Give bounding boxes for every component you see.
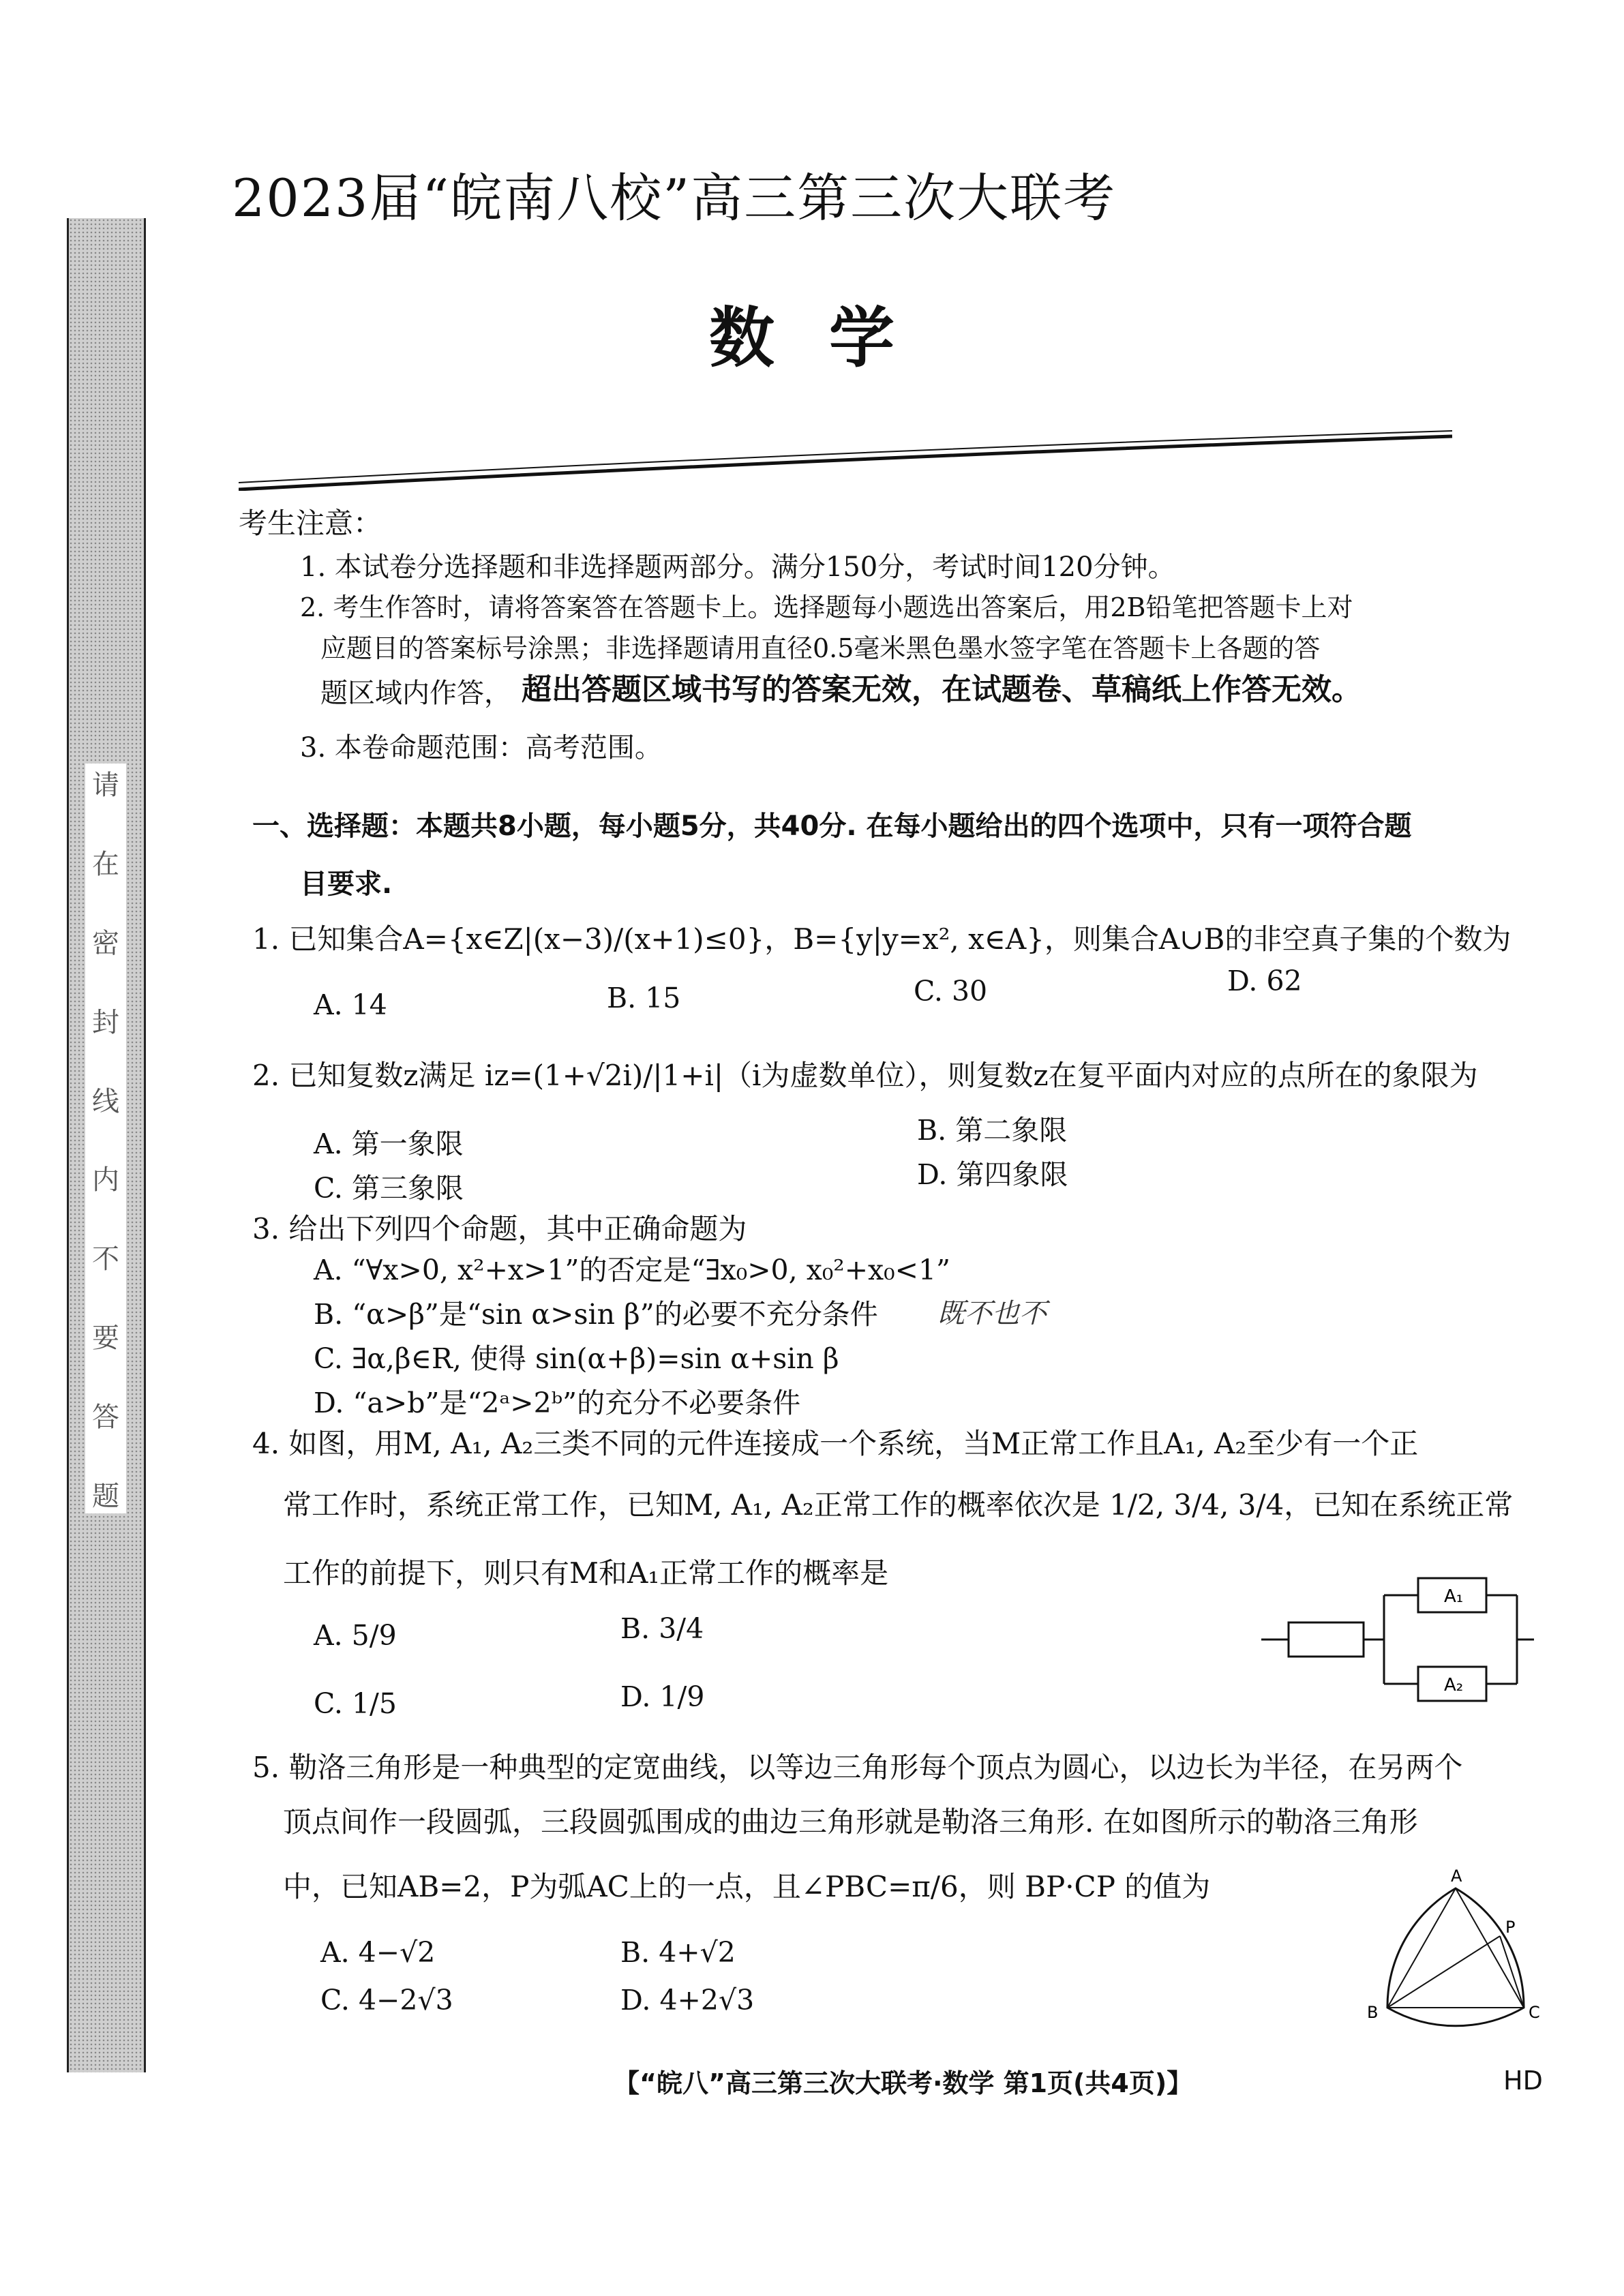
notice-item: 应题目的答案标号涂黑；非选择题请用直径0.5毫米黑色墨水签字笔在答题卡上各题的答 (320, 633, 1321, 663)
question-4-stem: 工作的前提下，则只有M和A₁正常工作的概率是 (283, 1556, 889, 1590)
q1-option-b: B. 15 (607, 982, 681, 1014)
seal-line-notice (85, 764, 126, 1513)
notice-item: 1. 本试卷分选择题和非选择题两部分。满分150分，考试时间120分钟。 (300, 552, 1175, 583)
notice-item: 题区域内作答， (320, 678, 511, 709)
q1-option-a: A. 14 (314, 988, 387, 1021)
section-heading: 一、选择题：本题共8小题，每小题5分，共40分. 在每小题给出的四个选项中，只有一项符合题 (252, 811, 1412, 842)
paper-code: HD (1503, 2066, 1543, 2096)
q4-option-a: A. 5/9 (314, 1619, 397, 1652)
q2-option-c: C. 第三象限 (314, 1172, 464, 1205)
seal-char: 线 (92, 1085, 119, 1117)
q4-option-d: D. 1/9 (620, 1680, 705, 1713)
seal-char: 答 (92, 1402, 119, 1433)
question-3-stem: 3. 给出下列四个命题，其中正确命题为 (252, 1212, 747, 1245)
exam-title: 2023届“皖南八校”高三第三次大联考 (232, 168, 1117, 228)
reuleaux-triangle-figure (1364, 1854, 1582, 2031)
point-a-label: A (1451, 1867, 1462, 1886)
q3-option-a: A. “∀x>0, x²+x>1”的否定是“∃x₀>0, x₀²+x₀<1” (314, 1254, 951, 1286)
seal-char: 密 (92, 927, 119, 959)
section-heading-cont: 目要求. (300, 868, 393, 900)
seal-char: 请 (92, 770, 119, 801)
q2-option-a: A. 第一象限 (314, 1128, 464, 1160)
q1-option-d: D. 62 (1227, 965, 1302, 997)
question-1-stem: 1. 已知集合A={x∈Z|(x−3)/(x+1)≤0}，B={y|y=x², x∈A}，则集合A∪B的非空真子集的个数为 (252, 922, 1512, 956)
q4-option-c: C. 1/5 (314, 1687, 397, 1720)
q1-option-c: C. 30 (914, 975, 988, 1008)
q5-option-c: C. 4−2√3 (320, 1984, 453, 2016)
page-footer: 【“皖八”高三第三次大联考·数学 第1页(共4页)】 (614, 2068, 1193, 2098)
point-b-label: B (1367, 2003, 1379, 2022)
q3-option-d: D. “a>b”是“2ᵃ>2ᵇ”的充分不必要条件 (314, 1387, 801, 1419)
seal-char: 在 (92, 848, 119, 880)
question-4-stem: 4. 如图，用M, A₁, A₂三类不同的元件连接成一个系统，当M正常工作且A₁, A₂至少有一个正 (252, 1427, 1419, 1460)
notice-emphasis: 超出答题区域书写的答案无效，在试题卷、草稿纸上作答无效。 (522, 672, 1362, 707)
q2-option-d: D. 第四象限 (917, 1158, 1068, 1191)
question-4-stem: 常工作时，系统正常工作，已知M, A₁, A₂正常工作的概率依次是 1/2, 3/4, 3/4，已知在系统正常 (283, 1488, 1514, 1522)
seal-char: 要 (92, 1323, 119, 1355)
component-m (1289, 1622, 1364, 1657)
header-divider (239, 429, 1466, 491)
question-5-stem: 顶点间作一段圆弧，三段圆弧围成的曲边三角形就是勒洛三角形. 在如图所示的勒洛三角形 (283, 1805, 1418, 1839)
question-5-stem: 5. 勒洛三角形是一种典型的定宽曲线，以等边三角形每个顶点为圆心，以边长为半径，在另两个 (252, 1751, 1463, 1784)
subject-title: 数学 (709, 300, 949, 376)
q5-option-d: D. 4+2√3 (620, 1984, 755, 2016)
q4-option-b: B. 3/4 (620, 1612, 704, 1645)
q3-option-b: B. “α>β”是“sin α>sin β”的必要不充分条件 (314, 1298, 878, 1331)
q2-option-b: B. 第二象限 (917, 1114, 1068, 1147)
question-5-stem: 中，已知AB=2，P为弧AC上的一点，且∠PBC=π/6，则 BP·CP 的值为 (283, 1870, 1211, 1903)
circuit-diagram (1261, 1568, 1534, 1718)
point-p-label: P (1505, 1918, 1516, 1937)
notice-item: 2. 考生作答时，请将答案答在答题卡上。选择题每小题选出答案后，用2B铅笔把答题卡上对 (300, 592, 1353, 622)
seal-char: 封 (92, 1006, 119, 1038)
point-c-label: C (1529, 2003, 1540, 2022)
notice-item: 3. 本卷命题范围：高考范围。 (300, 732, 662, 764)
handwritten-note: 既不也不 (937, 1298, 1047, 1329)
q5-option-b: B. 4+√2 (620, 1936, 736, 1969)
notice-heading: 考生注意： (239, 507, 382, 540)
seal-char: 不 (92, 1243, 119, 1275)
seal-char: 内 (92, 1164, 119, 1196)
label-a1: A₁ (1444, 1586, 1464, 1607)
seal-char: 题 (92, 1480, 119, 1512)
q5-option-a: A. 4−√2 (320, 1936, 436, 1969)
label-a2: A₂ (1444, 1675, 1464, 1695)
question-2-stem: 2. 已知复数z满足 iz=(1+√2i)/|1+i|（i为虚数单位），则复数z在复平面内对应的点所在的象限为 (252, 1059, 1478, 1092)
q3-option-c: C. ∃α,β∈R, 使得 sin(α+β)=sin α+sin β (314, 1342, 839, 1375)
